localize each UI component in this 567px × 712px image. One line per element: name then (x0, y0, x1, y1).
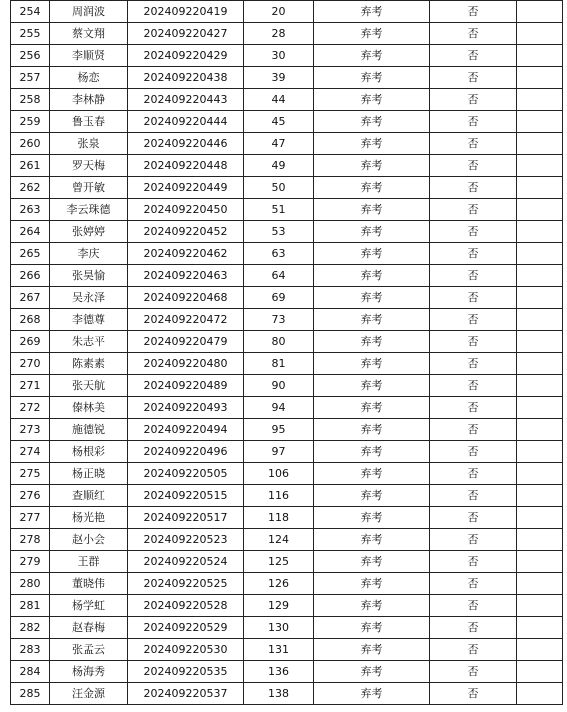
exam-status-cell: 弃考 (314, 177, 430, 199)
row-number-cell: 279 (11, 551, 50, 573)
row-number-cell: 257 (11, 67, 50, 89)
exam-status-cell: 弃考 (314, 133, 430, 155)
row-number-cell: 265 (11, 243, 50, 265)
candidate-name-cell: 查顺红 (50, 485, 128, 507)
candidate-name-cell: 董晓伟 (50, 573, 128, 595)
exam-status-cell: 弃考 (314, 661, 430, 683)
candidate-name-cell: 杨光艳 (50, 507, 128, 529)
seat-number-cell: 138 (244, 683, 314, 705)
candidate-name-cell: 陈素素 (50, 353, 128, 375)
roster-body (11, 1, 563, 705)
table-row (11, 529, 563, 551)
candidate-name-cell: 赵春梅 (50, 617, 128, 639)
exam-status-cell: 弃考 (314, 265, 430, 287)
seat-number-cell: 130 (244, 617, 314, 639)
qualified-flag-cell: 否 (430, 331, 517, 353)
empty-cell (517, 23, 563, 45)
table-row (11, 463, 563, 485)
row-number-cell: 268 (11, 309, 50, 331)
seat-number-cell: 20 (244, 1, 314, 23)
candidate-name-cell: 李林静 (50, 89, 128, 111)
qualified-flag-cell: 否 (430, 617, 517, 639)
table-row (11, 683, 563, 705)
empty-cell (517, 595, 563, 617)
seat-number-cell: 95 (244, 419, 314, 441)
qualified-flag-cell: 否 (430, 639, 517, 661)
candidate-name-cell: 周润波 (50, 1, 128, 23)
exam-status-cell: 弃考 (314, 375, 430, 397)
exam-id-cell: 202409220468 (128, 287, 244, 309)
qualified-flag-cell: 否 (430, 89, 517, 111)
candidate-name-cell: 鲁玉春 (50, 111, 128, 133)
empty-cell (517, 177, 563, 199)
exam-status-cell: 弃考 (314, 463, 430, 485)
seat-number-cell: 94 (244, 397, 314, 419)
table-row (11, 89, 563, 111)
exam-id-cell: 202409220493 (128, 397, 244, 419)
empty-cell (517, 419, 563, 441)
row-number-cell: 261 (11, 155, 50, 177)
empty-cell (517, 551, 563, 573)
exam-status-cell: 弃考 (314, 309, 430, 331)
exam-status-cell: 弃考 (314, 23, 430, 45)
table-row (11, 617, 563, 639)
qualified-flag-cell: 否 (430, 529, 517, 551)
candidate-name-cell: 赵小会 (50, 529, 128, 551)
qualified-flag-cell: 否 (430, 133, 517, 155)
table-row (11, 639, 563, 661)
exam-id-cell: 202409220463 (128, 265, 244, 287)
table-row (11, 507, 563, 529)
exam-status-cell: 弃考 (314, 551, 430, 573)
seat-number-cell: 116 (244, 485, 314, 507)
exam-status-cell: 弃考 (314, 419, 430, 441)
exam-id-cell: 202409220479 (128, 331, 244, 353)
exam-status-cell: 弃考 (314, 529, 430, 551)
candidate-name-cell: 张昊愉 (50, 265, 128, 287)
exam-id-cell: 202409220438 (128, 67, 244, 89)
candidate-name-cell: 杨正晓 (50, 463, 128, 485)
seat-number-cell: 30 (244, 45, 314, 67)
qualified-flag-cell: 否 (430, 551, 517, 573)
table-row (11, 199, 563, 221)
exam-id-cell: 202409220489 (128, 375, 244, 397)
row-number-cell: 278 (11, 529, 50, 551)
candidate-name-cell: 杨学虹 (50, 595, 128, 617)
empty-cell (517, 573, 563, 595)
seat-number-cell: 51 (244, 199, 314, 221)
candidate-name-cell: 李庆 (50, 243, 128, 265)
qualified-flag-cell: 否 (430, 397, 517, 419)
qualified-flag-cell: 否 (430, 595, 517, 617)
table-row (11, 45, 563, 67)
empty-cell (517, 199, 563, 221)
exam-status-cell: 弃考 (314, 617, 430, 639)
qualified-flag-cell: 否 (430, 419, 517, 441)
empty-cell (517, 507, 563, 529)
row-number-cell: 267 (11, 287, 50, 309)
exam-status-cell: 弃考 (314, 199, 430, 221)
row-number-cell: 264 (11, 221, 50, 243)
row-number-cell: 254 (11, 1, 50, 23)
row-number-cell: 276 (11, 485, 50, 507)
empty-cell (517, 67, 563, 89)
exam-id-cell: 202409220535 (128, 661, 244, 683)
table-row (11, 661, 563, 683)
candidate-name-cell: 罗天梅 (50, 155, 128, 177)
row-number-cell: 258 (11, 89, 50, 111)
exam-id-cell: 202409220537 (128, 683, 244, 705)
empty-cell (517, 111, 563, 133)
table-row (11, 441, 563, 463)
empty-cell (517, 45, 563, 67)
table-row (11, 353, 563, 375)
exam-status-cell: 弃考 (314, 507, 430, 529)
exam-id-cell: 202409220449 (128, 177, 244, 199)
qualified-flag-cell: 否 (430, 45, 517, 67)
seat-number-cell: 64 (244, 265, 314, 287)
exam-status-cell: 弃考 (314, 155, 430, 177)
empty-cell (517, 331, 563, 353)
qualified-flag-cell: 否 (430, 507, 517, 529)
exam-id-cell: 202409220496 (128, 441, 244, 463)
candidate-name-cell: 杨根彩 (50, 441, 128, 463)
row-number-cell: 266 (11, 265, 50, 287)
row-number-cell: 263 (11, 199, 50, 221)
exam-id-cell: 202409220530 (128, 639, 244, 661)
candidate-name-cell: 王群 (50, 551, 128, 573)
empty-cell (517, 683, 563, 705)
qualified-flag-cell: 否 (430, 661, 517, 683)
seat-number-cell: 129 (244, 595, 314, 617)
candidate-name-cell: 张泉 (50, 133, 128, 155)
table-row (11, 155, 563, 177)
table-row (11, 485, 563, 507)
exam-id-cell: 202409220528 (128, 595, 244, 617)
seat-number-cell: 90 (244, 375, 314, 397)
row-number-cell: 260 (11, 133, 50, 155)
exam-id-cell: 202409220517 (128, 507, 244, 529)
qualified-flag-cell: 否 (430, 441, 517, 463)
exam-id-cell: 202409220525 (128, 573, 244, 595)
qualified-flag-cell: 否 (430, 243, 517, 265)
qualified-flag-cell: 否 (430, 683, 517, 705)
exam-id-cell: 202409220472 (128, 309, 244, 331)
exam-id-cell: 202409220480 (128, 353, 244, 375)
exam-status-cell: 弃考 (314, 45, 430, 67)
table-row (11, 67, 563, 89)
table-row (11, 375, 563, 397)
qualified-flag-cell: 否 (430, 265, 517, 287)
table-row (11, 551, 563, 573)
exam-id-cell: 202409220427 (128, 23, 244, 45)
candidate-name-cell: 傣林美 (50, 397, 128, 419)
exam-status-cell: 弃考 (314, 221, 430, 243)
exam-status-cell: 弃考 (314, 595, 430, 617)
qualified-flag-cell: 否 (430, 287, 517, 309)
row-number-cell: 270 (11, 353, 50, 375)
table-row (11, 419, 563, 441)
qualified-flag-cell: 否 (430, 309, 517, 331)
table-row (11, 1, 563, 23)
exam-id-cell: 202409220505 (128, 463, 244, 485)
exam-status-cell: 弃考 (314, 1, 430, 23)
seat-number-cell: 50 (244, 177, 314, 199)
seat-number-cell: 136 (244, 661, 314, 683)
table-row (11, 397, 563, 419)
row-number-cell: 275 (11, 463, 50, 485)
table-row (11, 309, 563, 331)
row-number-cell: 284 (11, 661, 50, 683)
exam-id-cell: 202409220524 (128, 551, 244, 573)
exam-id-cell: 202409220443 (128, 89, 244, 111)
candidate-name-cell: 蔡文翔 (50, 23, 128, 45)
qualified-flag-cell: 否 (430, 199, 517, 221)
exam-status-cell: 弃考 (314, 331, 430, 353)
table-row (11, 177, 563, 199)
row-number-cell: 277 (11, 507, 50, 529)
exam-status-cell: 弃考 (314, 683, 430, 705)
empty-cell (517, 309, 563, 331)
empty-cell (517, 89, 563, 111)
candidate-name-cell: 张孟云 (50, 639, 128, 661)
candidate-name-cell: 张婷婷 (50, 221, 128, 243)
row-number-cell: 283 (11, 639, 50, 661)
qualified-flag-cell: 否 (430, 221, 517, 243)
table-row (11, 573, 563, 595)
candidate-name-cell: 李德尊 (50, 309, 128, 331)
row-number-cell: 271 (11, 375, 50, 397)
roster-table (10, 0, 563, 705)
exam-id-cell: 202409220444 (128, 111, 244, 133)
candidate-name-cell: 李顺贤 (50, 45, 128, 67)
empty-cell (517, 617, 563, 639)
table-row (11, 111, 563, 133)
empty-cell (517, 639, 563, 661)
seat-number-cell: 80 (244, 331, 314, 353)
candidate-name-cell: 杨海秀 (50, 661, 128, 683)
exam-status-cell: 弃考 (314, 111, 430, 133)
seat-number-cell: 73 (244, 309, 314, 331)
row-number-cell: 256 (11, 45, 50, 67)
seat-number-cell: 39 (244, 67, 314, 89)
table-row (11, 265, 563, 287)
row-number-cell: 262 (11, 177, 50, 199)
empty-cell (517, 463, 563, 485)
qualified-flag-cell: 否 (430, 23, 517, 45)
seat-number-cell: 53 (244, 221, 314, 243)
empty-cell (517, 397, 563, 419)
exam-id-cell: 202409220429 (128, 45, 244, 67)
empty-cell (517, 375, 563, 397)
table-row (11, 331, 563, 353)
exam-status-cell: 弃考 (314, 243, 430, 265)
seat-number-cell: 63 (244, 243, 314, 265)
exam-status-cell: 弃考 (314, 639, 430, 661)
empty-cell (517, 1, 563, 23)
qualified-flag-cell: 否 (430, 1, 517, 23)
empty-cell (517, 441, 563, 463)
empty-cell (517, 243, 563, 265)
qualified-flag-cell: 否 (430, 67, 517, 89)
empty-cell (517, 287, 563, 309)
table-row (11, 243, 563, 265)
empty-cell (517, 529, 563, 551)
seat-number-cell: 81 (244, 353, 314, 375)
exam-id-cell: 202409220446 (128, 133, 244, 155)
candidate-name-cell: 朱志平 (50, 331, 128, 353)
seat-number-cell: 28 (244, 23, 314, 45)
exam-status-cell: 弃考 (314, 485, 430, 507)
candidate-name-cell: 汪金源 (50, 683, 128, 705)
candidate-name-cell: 杨恋 (50, 67, 128, 89)
exam-id-cell: 202409220515 (128, 485, 244, 507)
exam-status-cell: 弃考 (314, 287, 430, 309)
candidate-name-cell: 张天航 (50, 375, 128, 397)
seat-number-cell: 97 (244, 441, 314, 463)
qualified-flag-cell: 否 (430, 463, 517, 485)
seat-number-cell: 44 (244, 89, 314, 111)
seat-number-cell: 131 (244, 639, 314, 661)
row-number-cell: 273 (11, 419, 50, 441)
exam-status-cell: 弃考 (314, 89, 430, 111)
row-number-cell: 259 (11, 111, 50, 133)
empty-cell (517, 133, 563, 155)
table-row (11, 221, 563, 243)
candidate-name-cell: 李云珠德 (50, 199, 128, 221)
table-row (11, 23, 563, 45)
row-number-cell: 280 (11, 573, 50, 595)
qualified-flag-cell: 否 (430, 177, 517, 199)
exam-id-cell: 202409220462 (128, 243, 244, 265)
empty-cell (517, 353, 563, 375)
seat-number-cell: 45 (244, 111, 314, 133)
qualified-flag-cell: 否 (430, 111, 517, 133)
seat-number-cell: 106 (244, 463, 314, 485)
empty-cell (517, 221, 563, 243)
exam-id-cell: 202409220523 (128, 529, 244, 551)
exam-id-cell: 202409220529 (128, 617, 244, 639)
seat-number-cell: 118 (244, 507, 314, 529)
exam-status-cell: 弃考 (314, 353, 430, 375)
row-number-cell: 255 (11, 23, 50, 45)
table-row (11, 133, 563, 155)
exam-status-cell: 弃考 (314, 441, 430, 463)
empty-cell (517, 265, 563, 287)
candidate-name-cell: 吴永泽 (50, 287, 128, 309)
row-number-cell: 274 (11, 441, 50, 463)
empty-cell (517, 155, 563, 177)
table-row (11, 287, 563, 309)
row-number-cell: 281 (11, 595, 50, 617)
candidate-name-cell: 曾开敏 (50, 177, 128, 199)
qualified-flag-cell: 否 (430, 485, 517, 507)
exam-id-cell: 202409220419 (128, 1, 244, 23)
candidate-name-cell: 施德锐 (50, 419, 128, 441)
qualified-flag-cell: 否 (430, 573, 517, 595)
row-number-cell: 285 (11, 683, 50, 705)
exam-id-cell: 202409220452 (128, 221, 244, 243)
empty-cell (517, 661, 563, 683)
exam-status-cell: 弃考 (314, 573, 430, 595)
seat-number-cell: 126 (244, 573, 314, 595)
seat-number-cell: 47 (244, 133, 314, 155)
row-number-cell: 269 (11, 331, 50, 353)
qualified-flag-cell: 否 (430, 155, 517, 177)
exam-id-cell: 202409220450 (128, 199, 244, 221)
exam-status-cell: 弃考 (314, 67, 430, 89)
empty-cell (517, 485, 563, 507)
exam-status-cell: 弃考 (314, 397, 430, 419)
table-row (11, 595, 563, 617)
seat-number-cell: 69 (244, 287, 314, 309)
seat-number-cell: 49 (244, 155, 314, 177)
exam-id-cell: 202409220494 (128, 419, 244, 441)
seat-number-cell: 124 (244, 529, 314, 551)
row-number-cell: 272 (11, 397, 50, 419)
qualified-flag-cell: 否 (430, 375, 517, 397)
exam-id-cell: 202409220448 (128, 155, 244, 177)
row-number-cell: 282 (11, 617, 50, 639)
qualified-flag-cell: 否 (430, 353, 517, 375)
seat-number-cell: 125 (244, 551, 314, 573)
